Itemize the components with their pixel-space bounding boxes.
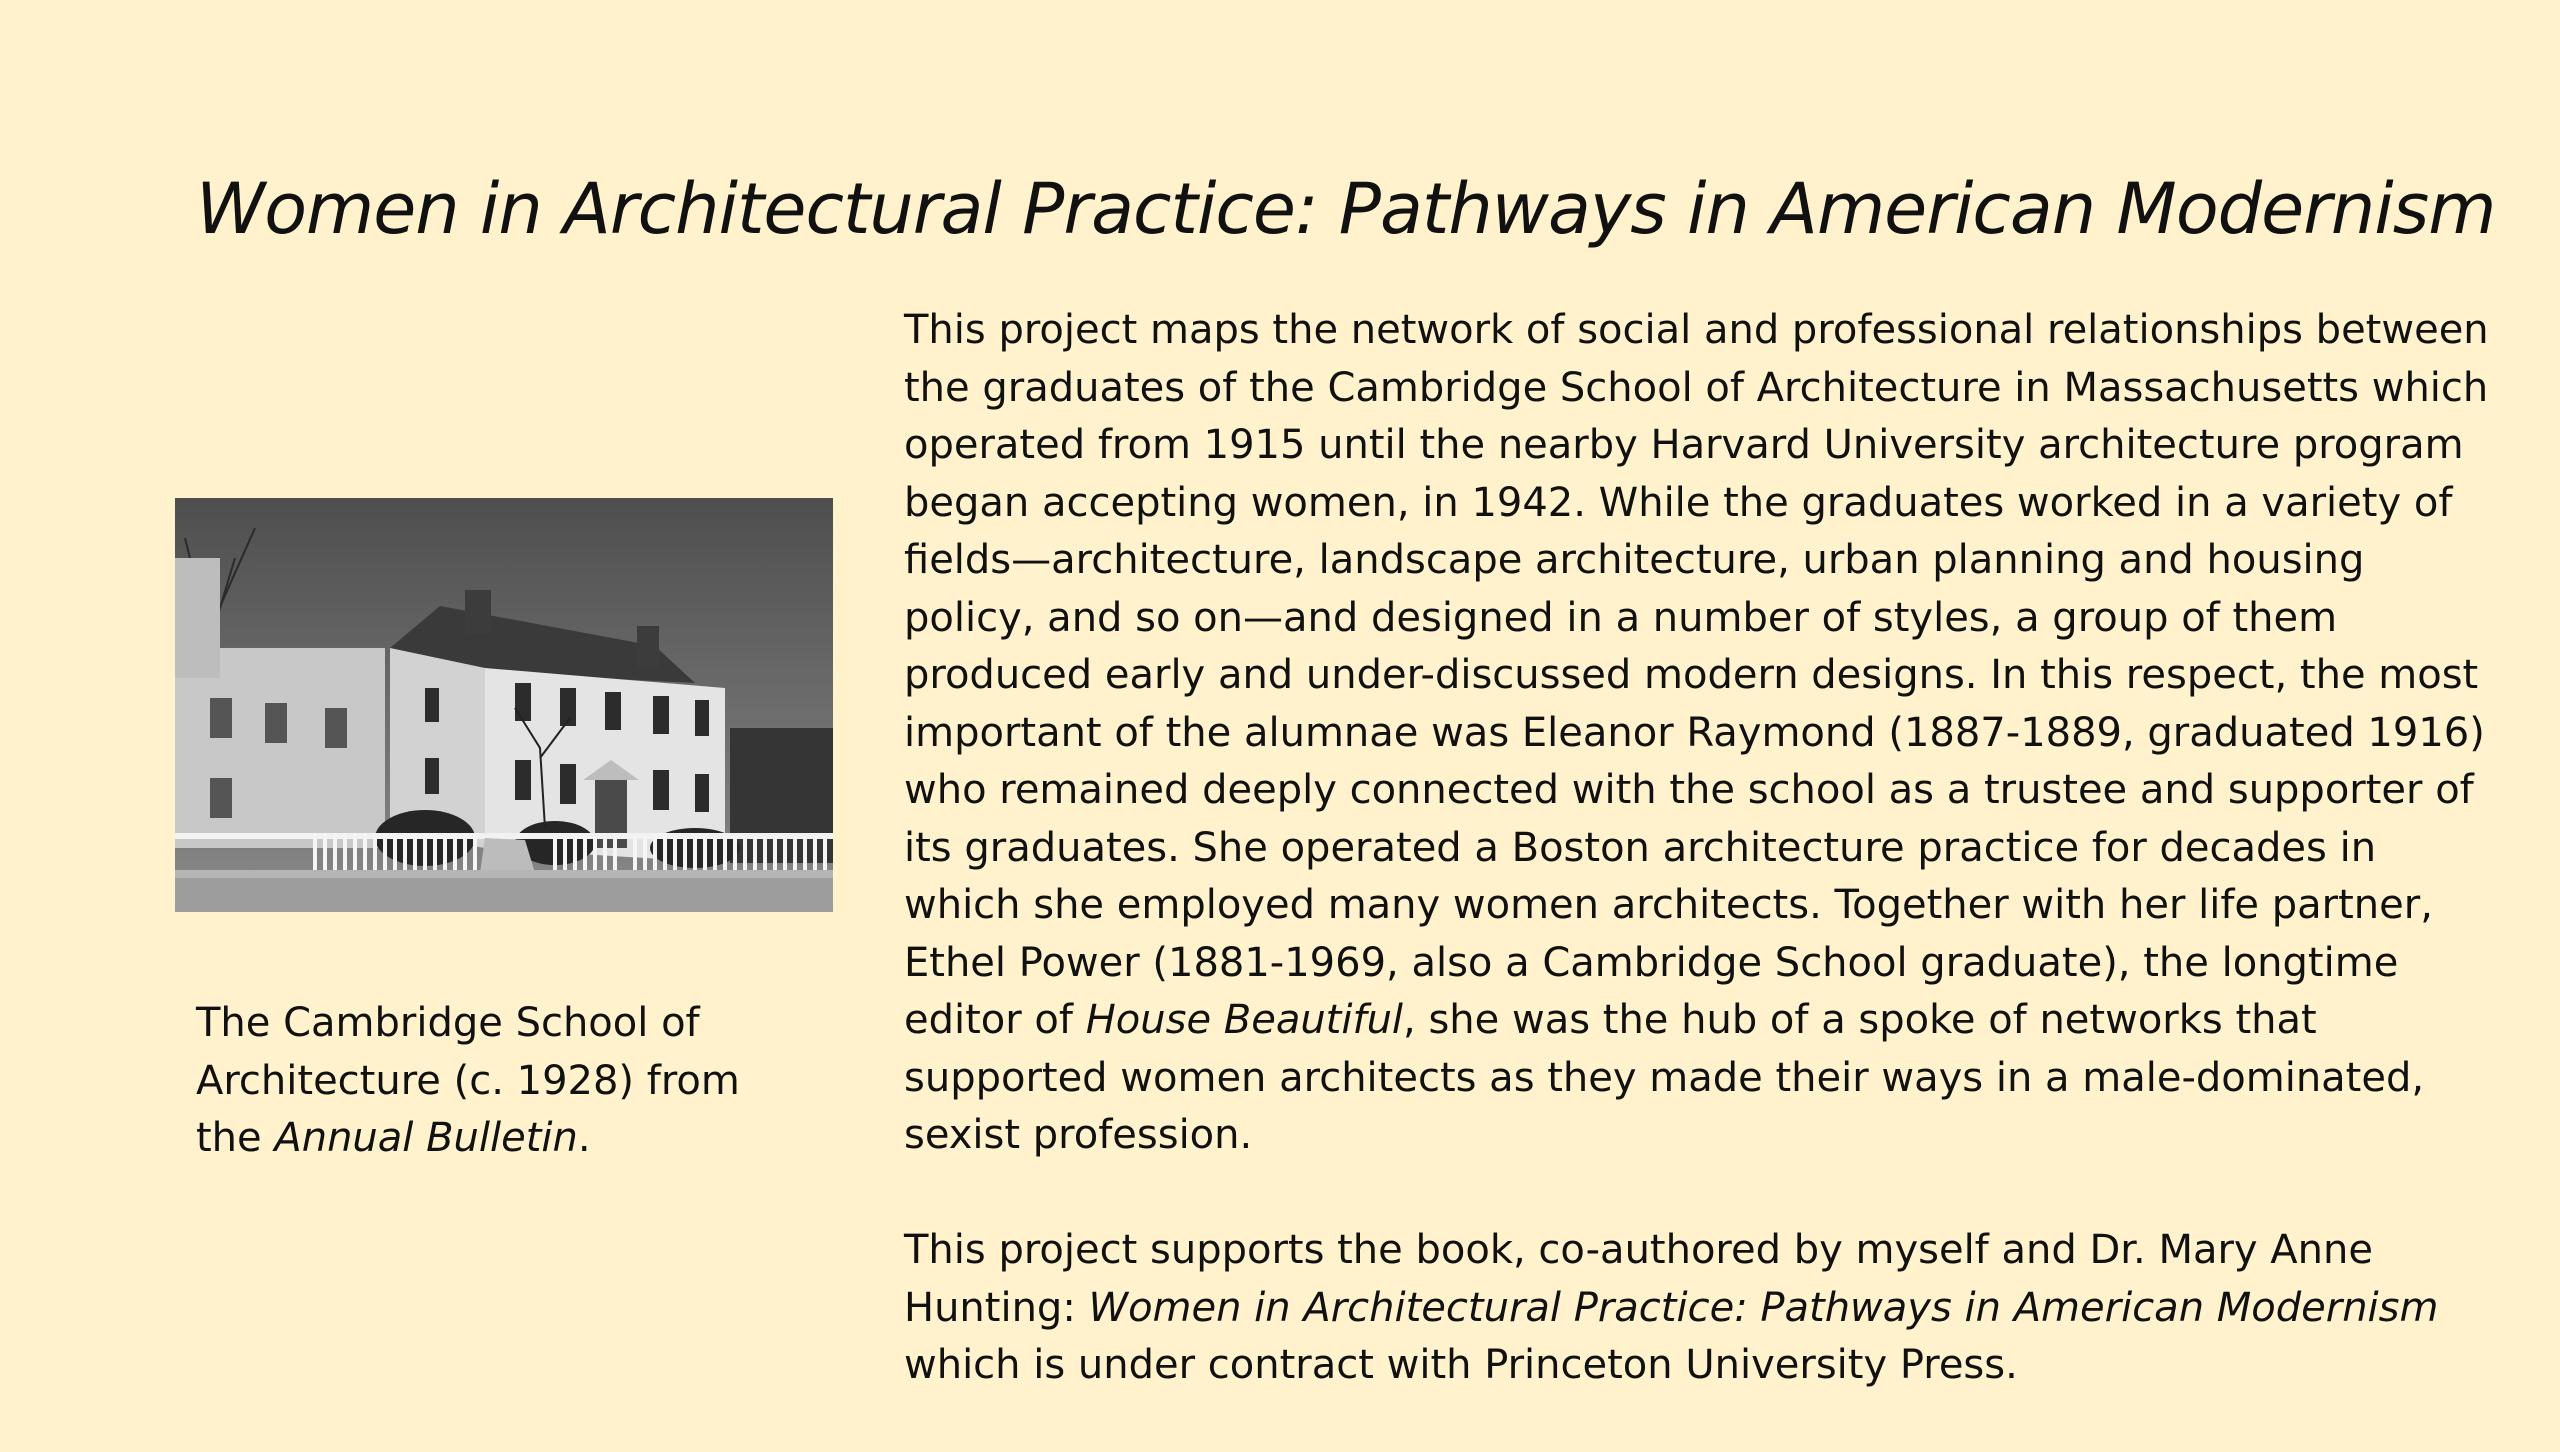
photo-caption	[196, 995, 796, 1168]
building-photo-icon	[175, 498, 833, 912]
caption-text: The Cambridge School of Architecture (c. 1928) from the	[196, 1000, 740, 1161]
project-paragraph-2	[904, 1222, 2489, 1395]
project-description	[904, 302, 2489, 1452]
paragraph-2-text-end: which is under contract with Princeton University Press.	[904, 1342, 2018, 1388]
slide-title: Women in Architectural Practice: Pathways in American Modernism	[196, 168, 2496, 250]
project-paragraph-1	[904, 302, 2489, 1165]
magazine-title: House Beautiful	[1085, 997, 1404, 1043]
paragraph-1-text-end: , she was the hub of a spoke of networks that supported women architects as they made their ways in a male-dominated, sexist profession.	[904, 997, 2425, 1158]
book-title: Women in Architectural Practice: Pathways in American Modernism	[1088, 1284, 2439, 1331]
caption-end: .	[577, 1115, 591, 1161]
caption-publication-title: Annual Bulletin	[274, 1115, 578, 1161]
school-building-photo	[175, 498, 833, 912]
paragraph-2-text: This project supports the book, co-authored by myself and Dr. Mary Anne Hunting:	[904, 1227, 2373, 1331]
paragraph-1-text: This project maps the network of social and professional relationships between the graduates of the Cambridge School of Architecture in Massachusetts which operated from 1915 until the nearby Harvard University architecture program began accepting women, in 1942. While the graduates worked in a variety of fields—architecture, landscape architecture, urban planning and housing policy, and so on—and designed in a number of styles, a group of them produced early and under-discussed modern designs. In this respect, the most important of the alumnae was Eleanor Raymond (1887-1889, graduated 1916) who remained deeply connected with the school as a trustee and supporter of its graduates. She operated a Boston architecture practice for decades in which she employed many women architects. Together with her life partner, Ethel Power (1881-1969, also a Cambridge School graduate), the longtime editor of	[904, 307, 2489, 1043]
